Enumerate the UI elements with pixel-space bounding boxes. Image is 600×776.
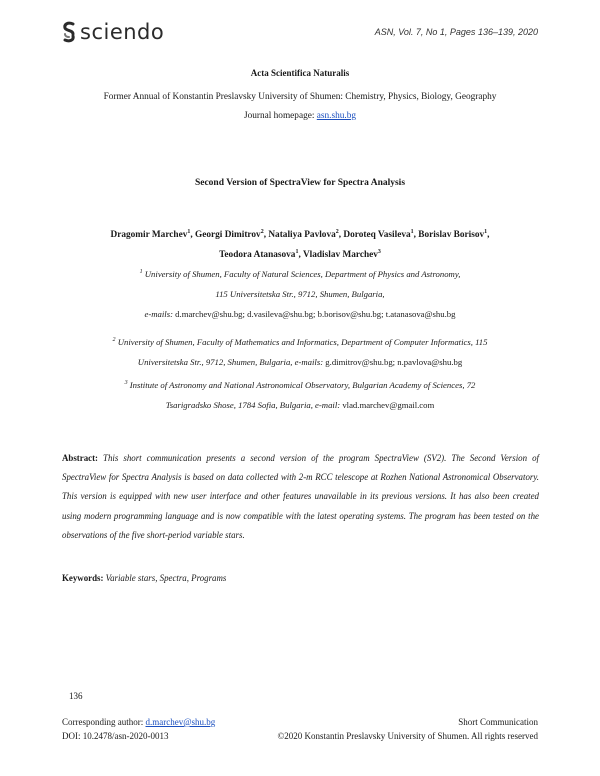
author-line-2 bbox=[0, 245, 600, 265]
page-number: 136 bbox=[69, 691, 83, 701]
corresponding-author: Corresponding author: d.marchev@shu.bg bbox=[62, 717, 216, 727]
homepage-link[interactable]: asn.shu.bg bbox=[316, 111, 357, 121]
author: Nataliya Pavlova$^2$, bbox=[268, 228, 344, 240]
author-list bbox=[0, 225, 600, 265]
journal-subtitle: Former Annual of Konstantin Preslavsky University of Shumen: Chemistry, Physics, Biology, Geography bbox=[103, 92, 497, 102]
author: Doroteq Vasileva$^1$, bbox=[343, 228, 419, 240]
affiliation-1: $^1$ University of Shumen, Faculty of Natural Sciences, Department of Physics and Astronomy, 115 Universitetska Str., 9712, Shumen, Bulgaria, e-mails: d.marchev@shu.bg; d.vasileva@shu.bg; b.borisov@shu.bg; t.atanasova@shu.bg bbox=[139, 269, 461, 319]
author: Vladislav Marchev$^3$ bbox=[302, 248, 381, 260]
email-list: vlad.marchev@gmail.com bbox=[340, 400, 435, 410]
abstract-text: This short communication presents a second version of the program SpectraView (SV2). The Second Version of SpectraView for Spectra Analysis is based on data collected with 2-m RCC telescope at Rozhen National Astronomical Observatory. This version is equipped with new user interface and other features unavailable in its previous versions. It has also been created using modern programming language and is now compatible with the latest operating systems. The program has been tested on the observations of the five short-period variable stars. bbox=[62, 453, 539, 540]
author: Dragomir Marchev$^1$, bbox=[110, 228, 196, 240]
email-list: g.dimitrov@shu.bg; n.pavlova@shu.bg bbox=[323, 357, 463, 367]
email-list: d.marchev@shu.bg; d.vasileva@shu.bg; b.borisov@shu.bg; t.atanasova@shu.bg bbox=[173, 309, 456, 319]
sciendo-s-icon bbox=[62, 21, 76, 43]
journal-title: Acta Scientifica Naturalis bbox=[250, 68, 350, 78]
author: Georgi Dimitrov$^2$, bbox=[195, 228, 269, 240]
author-line-1 bbox=[0, 225, 600, 245]
keywords-text: Variable stars, Spectra, Programs bbox=[103, 573, 227, 583]
affiliation-2: $^2$ University of Shumen, Faculty of Mathematics and Informatics, Department of Computer Informatics, 115 Universitetska Str., 9712, Shumen, Bulgaria, e-mails: g.dimitrov@shu.bg; n.pavlova@shu.bg bbox=[112, 337, 488, 367]
homepage-label: Journal homepage: bbox=[243, 111, 317, 121]
copyright: ©2020 Konstantin Preslavsky University of Shumen. All rights reserved bbox=[277, 731, 538, 741]
affiliation-3: $^3$ Institute of Astronomy and National Astronomical Observatory, Bulgarian Academy of Sciences, 72 Tsarigradsko Shose, 1784 Sofia, Bulgaria, e-mail: vlad.marchev@gmail.com bbox=[124, 380, 476, 410]
sciendo-logo bbox=[62, 20, 164, 44]
abstract-label: Abstract: bbox=[62, 453, 98, 463]
doi: DOI: 10.2478/asn-2020-0013 bbox=[62, 731, 169, 741]
journal-homepage bbox=[0, 111, 600, 121]
abstract bbox=[62, 449, 539, 545]
corresponding-email-link[interactable]: d.marchev@shu.bg bbox=[145, 717, 216, 727]
footer-row-2 bbox=[62, 731, 538, 741]
journal-reference: ASN, Vol. 7, No 1, Pages 136–139, 2020 bbox=[374, 27, 538, 37]
keywords bbox=[62, 573, 226, 583]
article-type: Short Communication bbox=[458, 717, 538, 727]
keywords-label: Keywords: bbox=[62, 573, 104, 583]
author: Borislav Borisov$^1$, bbox=[418, 228, 490, 240]
article-title: Second Version of SpectraView for Spectra Analysis bbox=[194, 178, 406, 188]
footer-row-1 bbox=[62, 717, 538, 727]
brand-name: sciendo bbox=[80, 20, 165, 44]
author: Teodora Atanasova$^1$, bbox=[219, 248, 303, 260]
